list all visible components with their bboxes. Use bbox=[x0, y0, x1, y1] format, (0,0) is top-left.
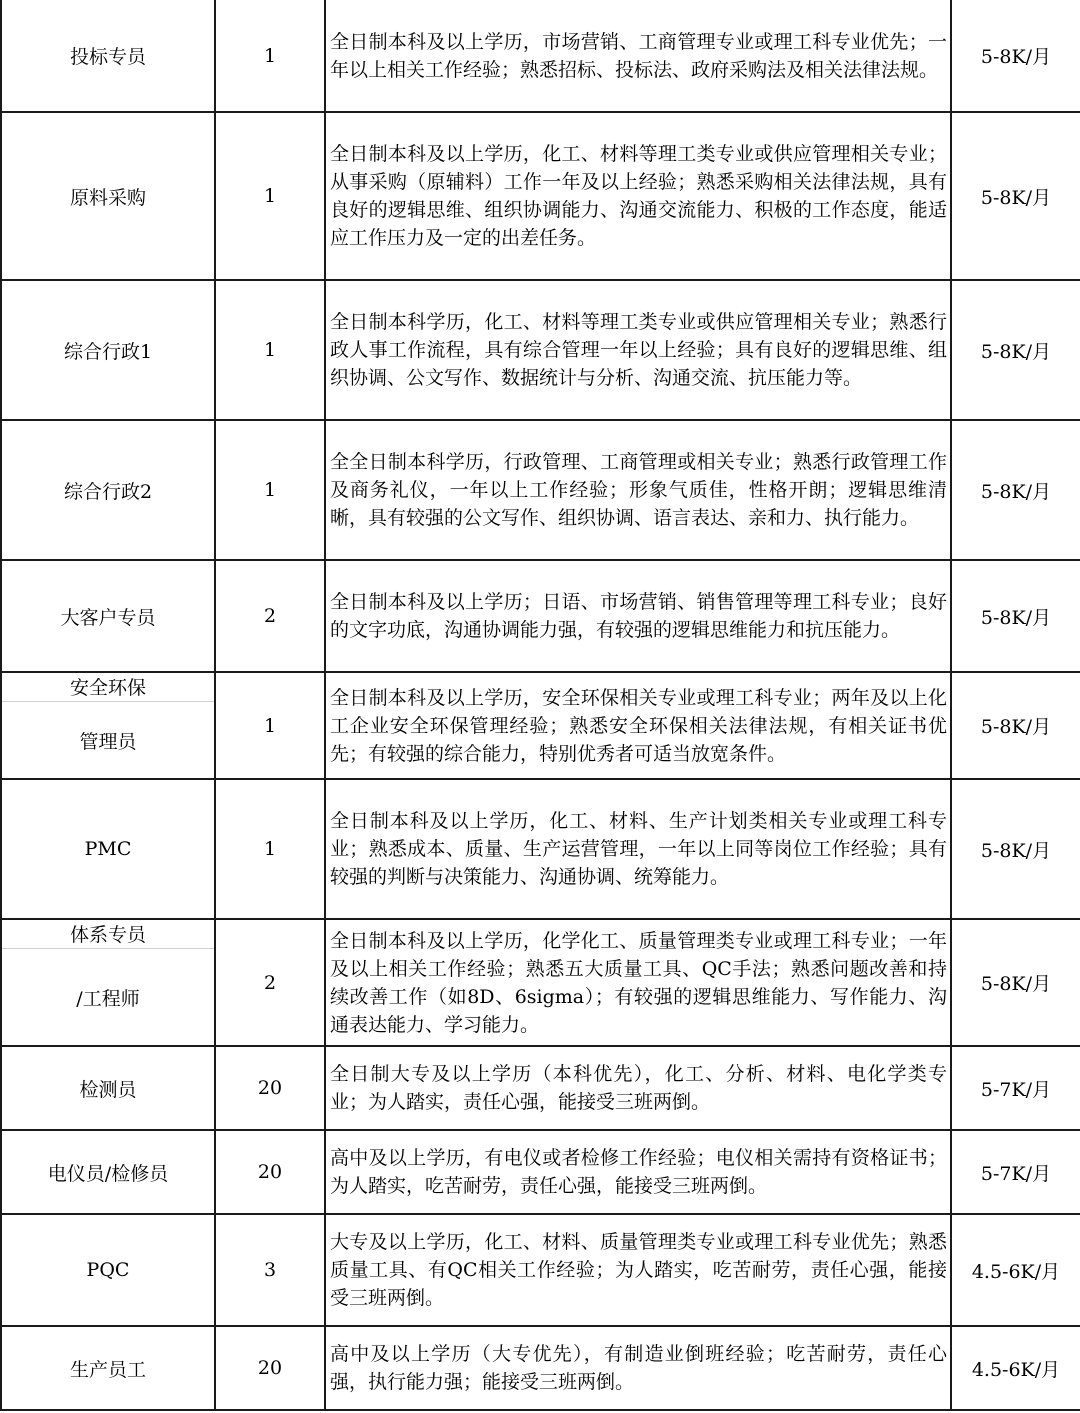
headcount: 20 bbox=[215, 1046, 325, 1130]
table-row bbox=[1, 919, 1080, 1046]
salary: 5-8K/月 bbox=[951, 779, 1080, 919]
headcount: 1 bbox=[215, 420, 325, 560]
table-row bbox=[1, 1046, 1080, 1130]
requirements: 全日制本科及以上学历，化工、材料、生产计划类相关专业或理工科专业；熟悉成本、质量、生产运营管理，一年以上同等岗位工作经验；具有较强的判断与决策能力、沟通协调、统筹能力。 bbox=[325, 779, 951, 919]
position-title bbox=[1, 672, 215, 779]
position-title: 投标专员 bbox=[1, 0, 215, 112]
position-title-line-1: 安全环保 bbox=[2, 673, 214, 702]
requirements: 全日制本科及以上学历，安全环保相关专业或理工科专业；两年及以上化工企业安全环保管理经验；熟悉安全环保相关法律法规，有相关证书优先；有较强的综合能力，特别优秀者可适当放宽条件。 bbox=[325, 672, 951, 779]
position-title: 检测员 bbox=[1, 1046, 215, 1130]
salary: 4.5-6K/月 bbox=[951, 1326, 1080, 1410]
headcount: 2 bbox=[215, 560, 325, 672]
table-row bbox=[1, 420, 1080, 560]
requirements: 全全日制本科学历，行政管理、工商管理或相关专业；熟悉行政管理工作及商务礼仪，一年以上工作经验；形象气质佳，性格开朗；逻辑思维清晰，具有较强的公文写作、组织协调、语言表达、亲和力、执行能力。 bbox=[325, 420, 951, 560]
headcount: 1 bbox=[215, 0, 325, 112]
table-row bbox=[1, 112, 1080, 280]
table-row bbox=[1, 0, 1080, 112]
headcount: 1 bbox=[215, 672, 325, 779]
table-row bbox=[1, 280, 1080, 420]
position-title: 生产员工 bbox=[1, 1326, 215, 1410]
table-row bbox=[1, 1130, 1080, 1214]
requirements: 全日制大专及以上学历（本科优先），化工、分析、材料、电化学类专业；为人踏实，责任心强，能接受三班两倒。 bbox=[325, 1046, 951, 1130]
table-row bbox=[1, 560, 1080, 672]
salary: 5-8K/月 bbox=[951, 672, 1080, 779]
position-title-line-2: 管理员 bbox=[79, 730, 137, 753]
table-row bbox=[1, 1326, 1080, 1410]
requirements: 全日制本科学历，化工、材料等理工类专业或供应管理相关专业；熟悉行政人事工作流程，具有综合管理一年以上经验；具有良好的逻辑思维、组织协调、公文写作、数据统计与分析、沟通交流、抗压能力等。 bbox=[325, 280, 951, 420]
headcount: 1 bbox=[215, 280, 325, 420]
headcount: 20 bbox=[215, 1130, 325, 1214]
salary: 5-7K/月 bbox=[951, 1130, 1080, 1214]
salary: 5-8K/月 bbox=[951, 112, 1080, 280]
requirements: 高中及以上学历，有电仪或者检修工作经验；电仪相关需持有资格证书；为人踏实，吃苦耐劳，责任心强，能接受三班两倒。 bbox=[325, 1130, 951, 1214]
position-title: 电仪员/检修员 bbox=[1, 1130, 215, 1214]
table-row bbox=[1, 779, 1080, 919]
position-title-line-1: 体系专员 bbox=[2, 920, 214, 949]
salary: 5-8K/月 bbox=[951, 280, 1080, 420]
requirements: 高中及以上学历（大专优先），有制造业倒班经验；吃苦耐劳，责任心强，执行能力强；能接受三班两倒。 bbox=[325, 1326, 951, 1410]
headcount: 2 bbox=[215, 919, 325, 1046]
requirements: 全日制本科及以上学历，化学化工、质量管理类专业或理工科专业；一年及以上相关工作经验；熟悉五大质量工具、QC手法；熟悉问题改善和持续改善工作（如8D、6sigma）；有较强的逻辑思维能力、写作能力、沟通表达能力、学习能力。 bbox=[325, 919, 951, 1046]
salary: 5-7K/月 bbox=[951, 1046, 1080, 1130]
headcount: 20 bbox=[215, 1326, 325, 1410]
headcount: 1 bbox=[215, 779, 325, 919]
headcount: 3 bbox=[215, 1214, 325, 1326]
position-title: 综合行政1 bbox=[1, 280, 215, 420]
requirements: 全日制本科及以上学历，化工、材料等理工类专业或供应管理相关专业；从事采购（原辅料）工作一年及以上经验；熟悉采购相关法律法规，具有良好的逻辑思维、组织协调能力、沟通交流能力、积极的工作态度，能适应工作压力及一定的出差任务。 bbox=[325, 112, 951, 280]
salary: 5-8K/月 bbox=[951, 0, 1080, 112]
position-title: 大客户专员 bbox=[1, 560, 215, 672]
salary: 5-8K/月 bbox=[951, 560, 1080, 672]
position-title-line-2: /工程师 bbox=[76, 987, 140, 1010]
table-row bbox=[1, 1214, 1080, 1326]
position-title: PMC bbox=[1, 779, 215, 919]
requirements: 全日制本科及以上学历，市场营销、工商管理专业或理工科专业优先；一年以上相关工作经验；熟悉招标、投标法、政府采购法及相关法律法规。 bbox=[325, 0, 951, 112]
requirements: 大专及以上学历，化工、材料、质量管理类专业或理工科专业优先；熟悉质量工具、有QC相关工作经验；为人踏实，吃苦耐劳，责任心强，能接受三班两倒。 bbox=[325, 1214, 951, 1326]
headcount: 1 bbox=[215, 112, 325, 280]
position-title: 综合行政2 bbox=[1, 420, 215, 560]
salary: 5-8K/月 bbox=[951, 420, 1080, 560]
position-title: PQC bbox=[1, 1214, 215, 1326]
salary: 4.5-6K/月 bbox=[951, 1214, 1080, 1326]
salary: 5-8K/月 bbox=[951, 919, 1080, 1046]
position-title: 原料采购 bbox=[1, 112, 215, 280]
position-title bbox=[1, 919, 215, 1046]
requirements: 全日制本科及以上学历；日语、市场营销、销售管理等理工科专业；良好的文字功底，沟通协调能力强，有较强的逻辑思维能力和抗压能力。 bbox=[325, 560, 951, 672]
table-row bbox=[1, 672, 1080, 779]
